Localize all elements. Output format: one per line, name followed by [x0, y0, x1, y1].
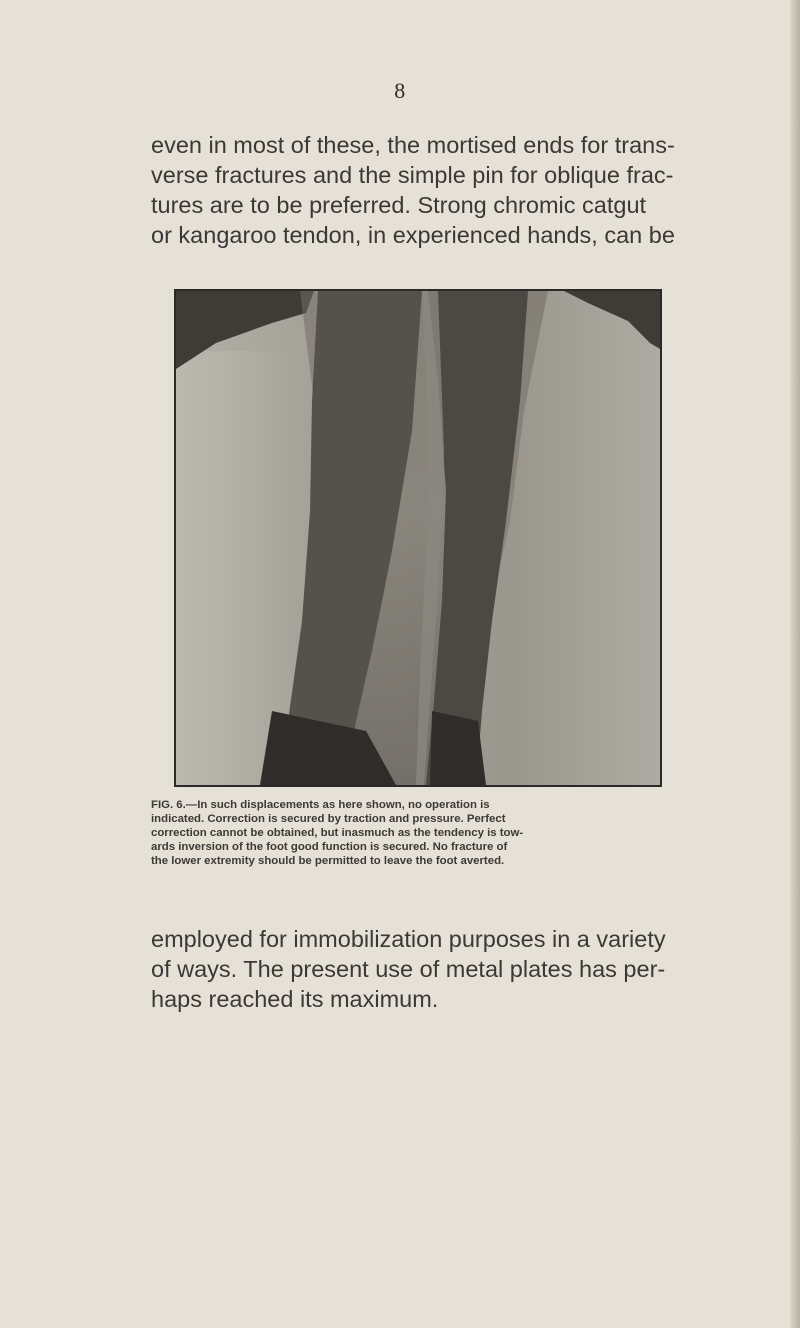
- page-number: 8: [394, 78, 406, 103]
- caption-line: the lower extremity should be permitted to leave the foot averted.: [151, 855, 505, 867]
- paragraph-bottom-line: employed for immobilization purposes in a variety: [151, 926, 666, 952]
- caption-line: ards inversion of the foot good function is secured. No fracture of: [151, 841, 508, 853]
- paragraph-top-line: verse fractures and the simple pin for oblique frac-: [151, 162, 674, 188]
- caption-line: indicated. Correction is secured by traction and pressure. Perfect: [151, 813, 506, 825]
- xray-image: [176, 291, 660, 785]
- caption-line: correction cannot be obtained, but inasmuch as the tendency is tow-: [151, 827, 524, 839]
- xray-figure: [174, 289, 662, 787]
- paragraph-bottom-line: of ways. The present use of metal plates has per-: [151, 956, 666, 982]
- paragraph-top-line: even in most of these, the mortised ends for trans-: [151, 132, 675, 158]
- paragraph-bottom-line: haps reached its maximum.: [151, 986, 439, 1012]
- page-edge: [790, 0, 800, 1328]
- figure-caption: [151, 798, 661, 868]
- ankle-dark-right: [430, 711, 486, 785]
- paragraph-top-line: or kangaroo tendon, in experienced hands, can be: [151, 222, 675, 248]
- paragraph-top-line: tures are to be preferred. Strong chromic catgut: [151, 192, 647, 218]
- paragraph-bottom: [151, 924, 666, 1014]
- paragraph-top: [151, 130, 675, 250]
- caption-line: FIG. 6.—In such displacements as here shown, no operation is: [151, 799, 490, 811]
